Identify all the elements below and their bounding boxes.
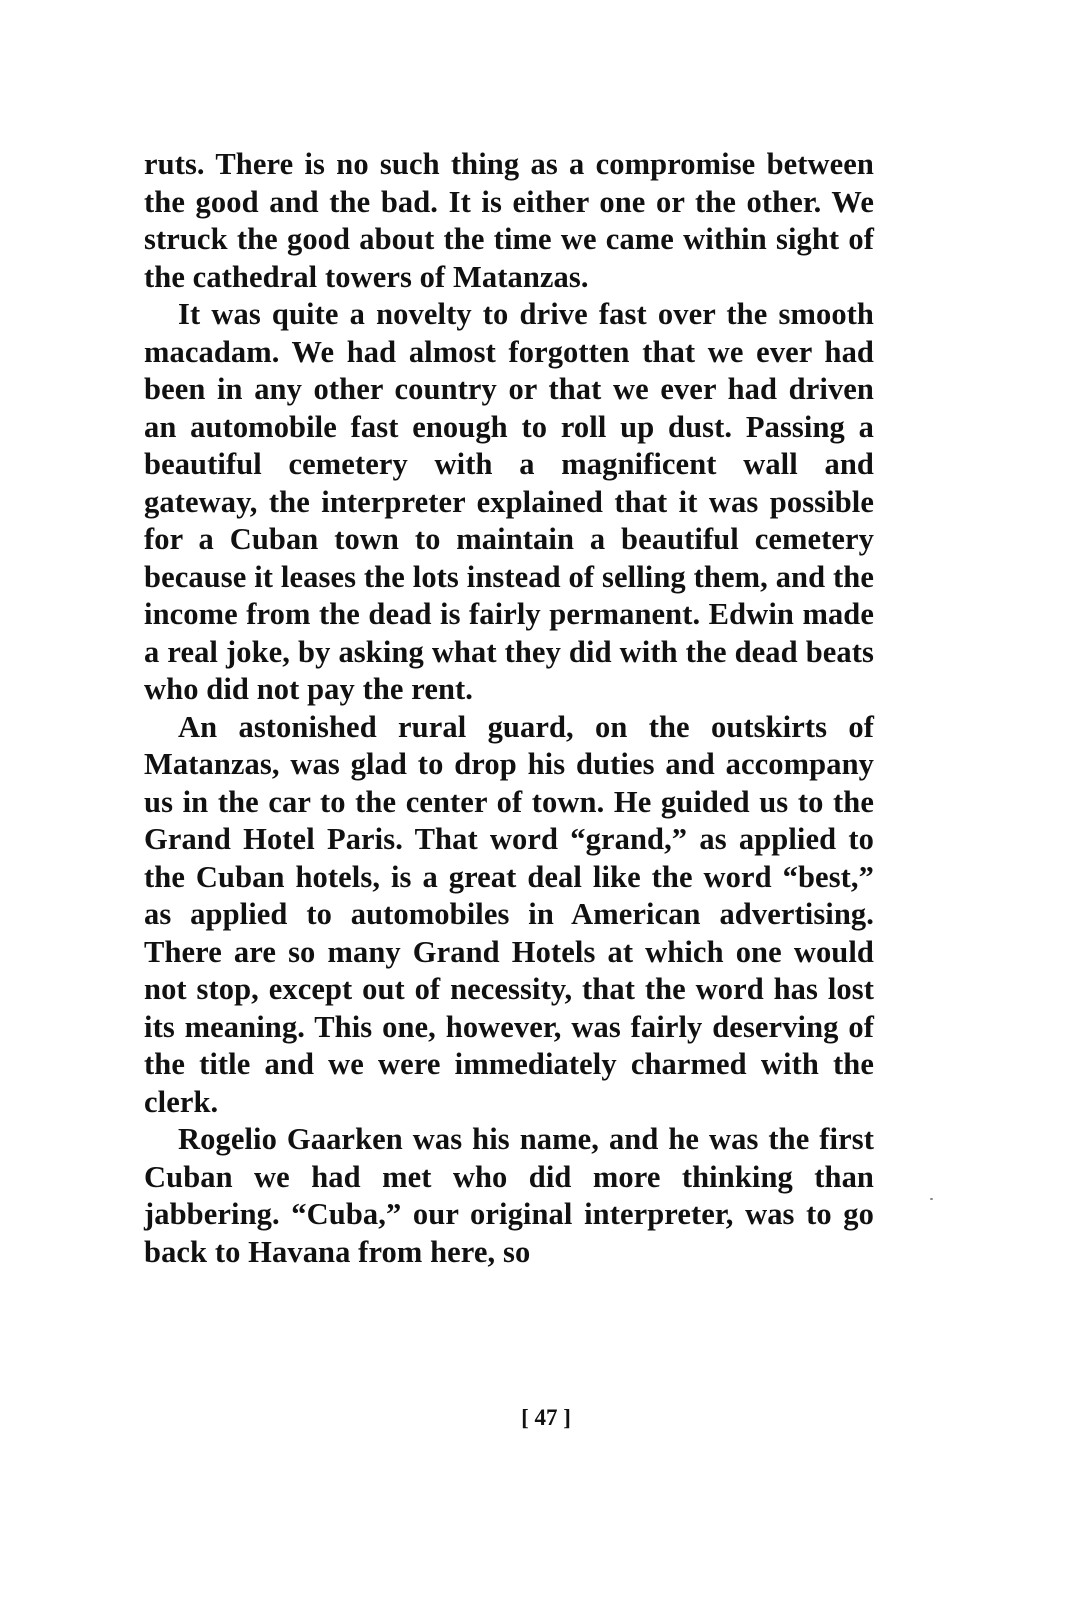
print-speck — [930, 1198, 933, 1200]
paragraph-3: An astonished rural guard, on the outskirts of Matanzas, was glad to drop his duties and accompany us in the car to the center of town. He guided us to the Grand Hotel Paris. That word “grand,” as applied to the Cuban hotels, is a great deal like the word “best,” as applied to automobiles in American advertising. There are so many Grand Hotels at which one would not stop, except out of necessity, that the word has lost its meaning. This one, however, was fairly deserving of the title and we were immediately charmed with the clerk. — [144, 709, 874, 1119]
page-number: [ 47 ] — [521, 1405, 571, 1430]
paragraph-2: It was quite a novelty to drive fast over the smooth macadam. We had almost forgotten that we ever had been in any other country or that we ever had driven an automobile fast enough to roll up dust. Passing a beautiful cemetery with a magnificent wall and gateway, the interpreter explained that it was possible for a Cuban town to maintain a beautiful cemetery because it leases the lots instead of selling them, and the income from the dead is fairly permanent. Edwin made a real joke, by asking what they did with the dead beats who did not pay the rent. — [144, 297, 874, 706]
body-text — [144, 146, 874, 1271]
paragraph-1: ruts. There is no such thing as a compromise between the good and the bad. It is either one or the other. We struck the good about the time we came within sight of the cathedral towers of Matanzas. — [144, 147, 874, 294]
paragraph-4: Rogelio Gaarken was his name, and he was the first Cuban we had met who did more thinking than jabbering. “Cuba,” our original interpreter, was to go back to Havana from here, so — [144, 1122, 874, 1269]
